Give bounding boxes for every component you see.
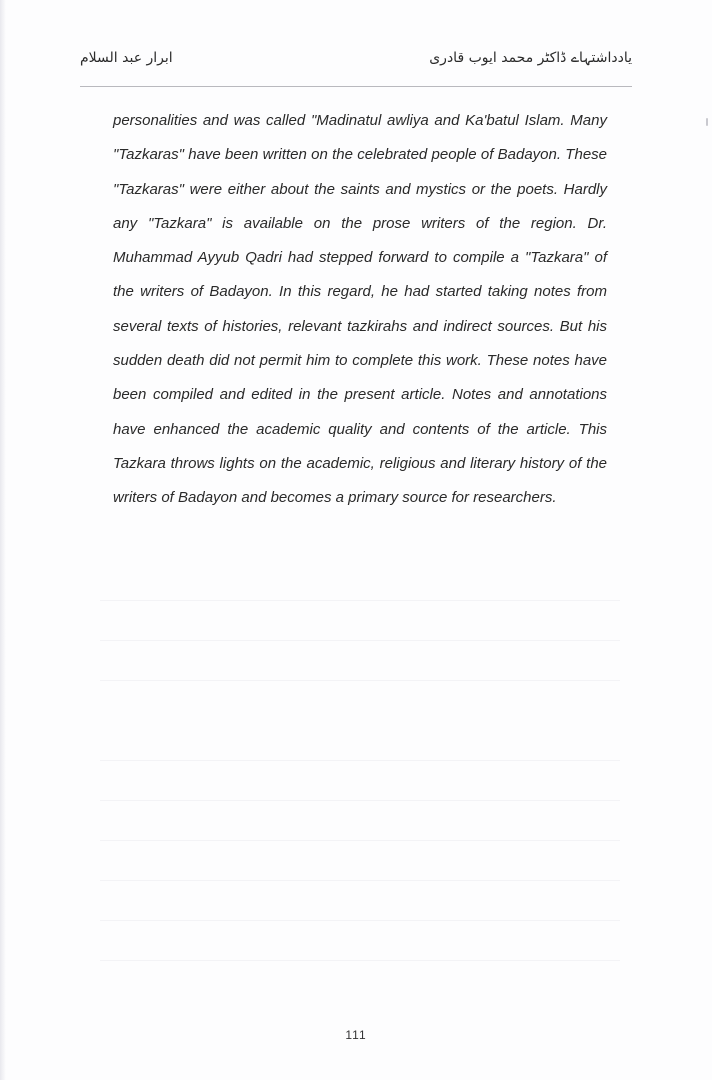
bleed-through-line <box>100 800 620 801</box>
bleed-through-line <box>100 960 620 961</box>
header-title: یادداشتہاے ڈاکٹر محمد ایوب قادری <box>429 50 632 66</box>
margin-mark <box>706 118 708 126</box>
bleed-through-line <box>100 640 620 641</box>
bleed-through-line <box>100 600 620 601</box>
header-author: ابرار عبد السلام <box>80 50 173 66</box>
bleed-through-line <box>100 920 620 921</box>
running-header <box>80 50 632 76</box>
bleed-through-line <box>100 840 620 841</box>
bleed-through-line <box>100 880 620 881</box>
page-number: 111 <box>345 1028 367 1042</box>
abstract-paragraph: personalities and was called "Madinatul awliya and Ka'batul Islam. Many "Tazkaras" have been written on the celebrated people of Badayon. These "Tazkaras" were either about the saints and mystics or the poets. Hardly any "Tazkara" is available on the prose writers of the region. Dr. Muhammad Ayyub Qadri had stepped forward to compile a "Tazkara" of the writers of Badayon. In this regard, he had started taking notes from several texts of histories, relevant tazkirahs and indirect sources. But his sudden death did not permit him to complete this work. These notes have been compiled and edited in the present article. Notes and annotations have enhanced the academic quality and contents of the article. This Tazkara throws lights on the academic, religious and literary history of the writers of Badayon and becomes a primary source for researchers. <box>113 112 607 507</box>
bleed-through-line <box>100 760 620 761</box>
header-divider <box>80 86 632 87</box>
page-edge-shadow <box>0 0 6 1080</box>
bleed-through-line <box>100 680 620 681</box>
abstract-body <box>113 104 607 516</box>
